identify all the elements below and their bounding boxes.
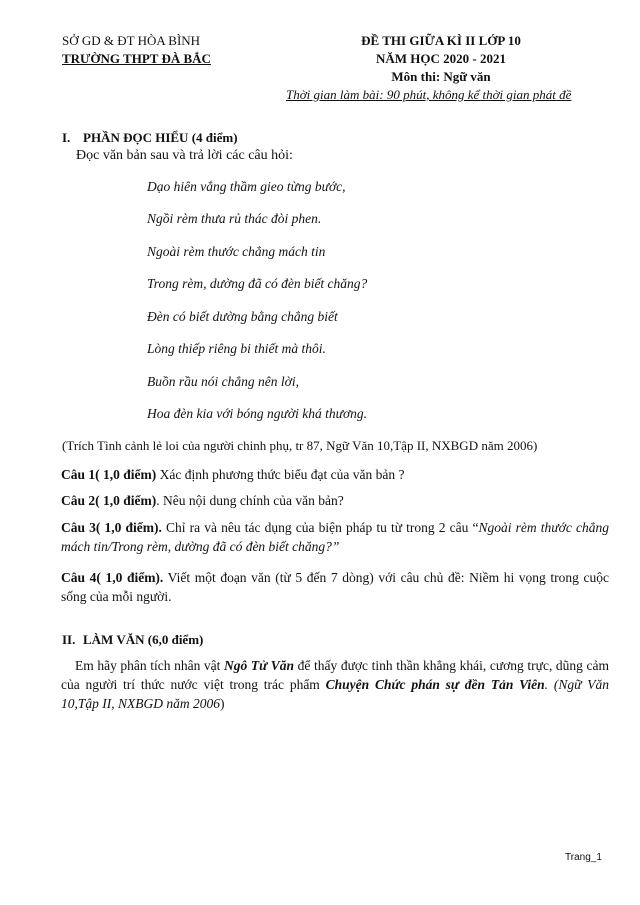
- essay-text-c: . (Ngữ Văn 10,Tập II, NXBGD năm 2006: [61, 677, 609, 711]
- question-3: [61, 518, 609, 556]
- work-title: Chuyện Chức phán sự đền Tản Viên: [325, 677, 545, 692]
- poem-line: Lòng thiếp riêng bi thiết mà thôi.: [147, 341, 326, 356]
- section2-title: LÀM VĂN (6,0 điểm): [83, 632, 204, 647]
- essay-text-b: để thấy được tinh thần khẳng khái, cương trực, dũng cảm của người trí thức nước việt trong trác phẩm: [61, 658, 609, 692]
- subject: Môn thi: Ngữ văn: [391, 69, 491, 84]
- school-year: NĂM HỌC 2020 - 2021: [376, 51, 506, 66]
- source-citation: (Trích Tình cảnh lẻ loi của người chinh phụ, tr 87, Ngữ Văn 10,Tập II, NXBGD năm 2006): [62, 438, 538, 453]
- essay-text-d: ): [220, 696, 225, 711]
- question-2-text: . Nêu nội dung chính của văn bản?: [156, 493, 344, 508]
- section2-number: II.: [62, 632, 76, 647]
- poem-line: Ngồi rèm thưa rủ thác đòi phen.: [147, 211, 322, 226]
- school-name: TRƯỜNG THPT ĐÀ BẮC: [62, 51, 211, 66]
- poem-line: Hoa đèn kia với bóng người khá thương.: [147, 406, 368, 421]
- poem-line: Trong rèm, dường đã có đèn biết chăng?: [147, 276, 368, 291]
- question-4-label: Câu 4( 1,0 điểm).: [61, 570, 164, 585]
- character-name: Ngô Tử Văn: [224, 658, 295, 673]
- essay-prompt: [61, 656, 609, 713]
- question-1-label: Câu 1( 1,0 điểm): [61, 467, 157, 482]
- question-2-label: Câu 2( 1,0 điểm): [61, 493, 157, 508]
- poem-line: Buồn rầu nói chẳng nên lời,: [147, 374, 299, 389]
- exam-title: ĐỀ THI GIỮA KÌ II LỚP 10: [361, 33, 521, 48]
- section1-title: PHẦN ĐỌC HIỂU (4 điểm): [83, 130, 238, 145]
- question-1-text: Xác định phương thức biểu đạt của văn bản ?: [156, 467, 405, 482]
- question-4: [61, 568, 609, 606]
- section1-number: I.: [62, 130, 71, 145]
- question-4-text: Viết một đoạn văn (từ 5 đến 7 dòng) với câu chủ đề: Niềm hi vọng trong cuộc sống của mỗi người.: [61, 570, 609, 604]
- poem-line: Ngoài rèm thước chẳng mách tin: [147, 244, 326, 259]
- question-2: [61, 491, 609, 510]
- question-1: [61, 465, 609, 484]
- department-name: SỞ GD & ĐT HÒA BÌNH: [62, 33, 201, 48]
- page-number: Trang_1: [565, 852, 602, 863]
- question-3-label: Câu 3( 1,0 điểm).: [61, 520, 162, 535]
- poem-line: Đèn có biết dường bằng chẳng biết: [147, 309, 338, 324]
- essay-text-a: Em hãy phân tích nhân vật: [75, 658, 225, 673]
- instruction: Đọc văn bản sau và trả lời các câu hỏi:: [76, 148, 293, 163]
- poem-line: Dạo hiên vắng thầm gieo từng bước,: [147, 179, 346, 194]
- question-3-text: Chỉ ra và nêu tác dụng của biện pháp tu từ trong 2 câu “: [161, 520, 479, 535]
- time-allowed: Thời gian làm bài: 90 phút, không kể thời gian phát đề: [286, 87, 572, 102]
- question-3-quote: Ngoài rèm thước chẳng mách tin/Trong rèm, dường đã có đèn biết chăng?”: [61, 520, 609, 554]
